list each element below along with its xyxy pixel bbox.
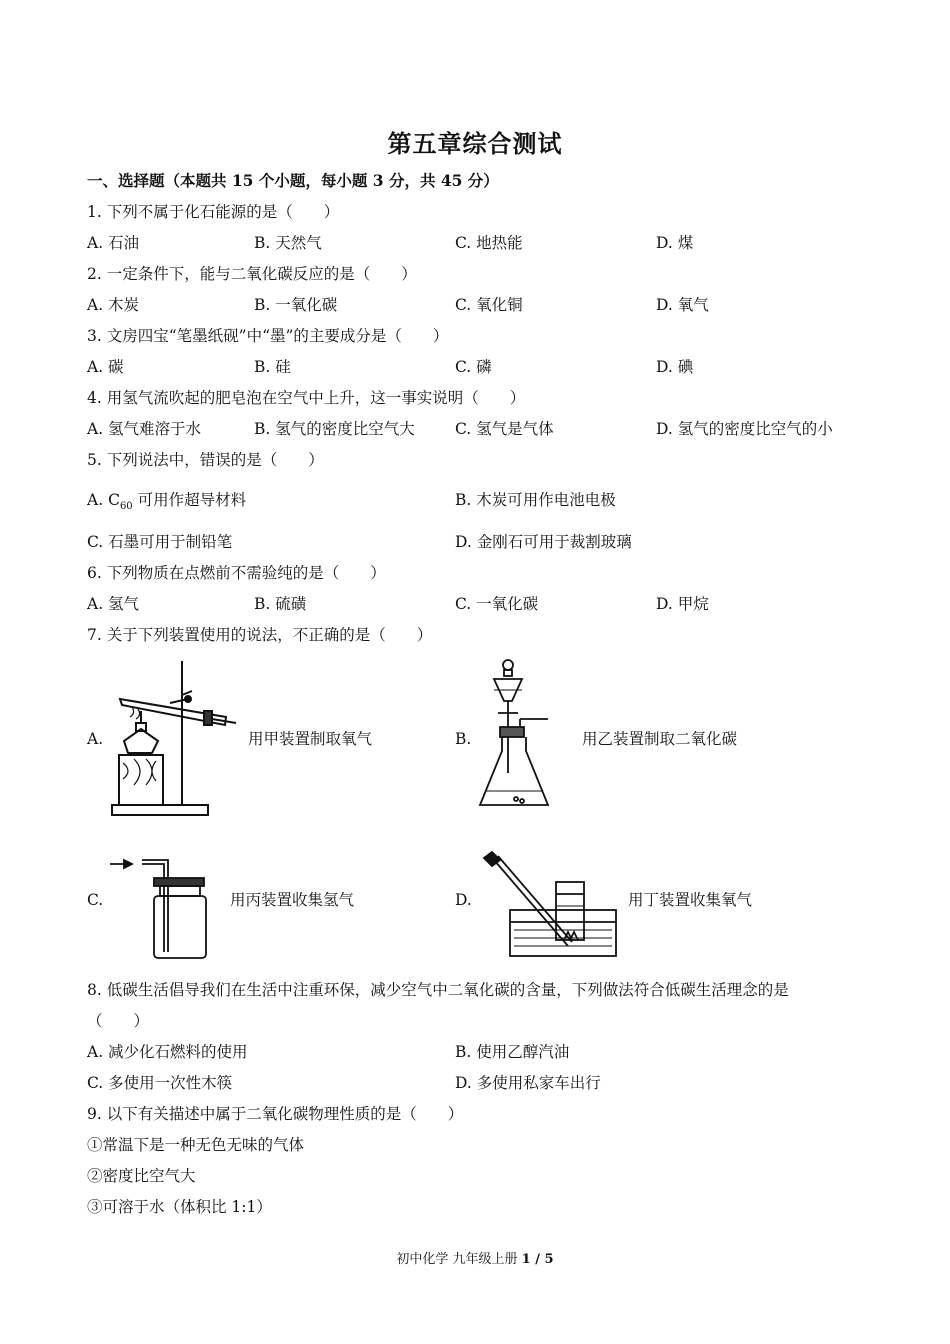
page-number: 1 <box>521 1252 531 1267</box>
q7-caption-c: 用丙装置收集氢气 <box>230 891 355 909</box>
q8-option-d: D. 多使用私家车出行 <box>455 1074 601 1092</box>
page-footer <box>0 1248 950 1267</box>
question-1-stem: 1. 下列不属于化石能源的是（ ） <box>87 203 340 221</box>
apparatus-a-heating-tube <box>108 655 240 819</box>
question-5-stem: 5. 下列说法中，错误的是（ ） <box>87 451 324 469</box>
q3-option-b: B. 硅 <box>254 358 291 376</box>
page-title: 第五章综合测试 <box>387 129 563 158</box>
q1-option-c: C. 地热能 <box>455 234 523 252</box>
q4-option-b: B. 氢气的密度比空气大 <box>254 420 415 438</box>
apparatus-d-water-trough <box>478 850 618 960</box>
q2-option-b: B. 一氧化碳 <box>254 296 338 314</box>
q3-option-c: C. 磷 <box>455 358 492 376</box>
q9-item-3: ③可溶于水（体积比 1:1） <box>87 1198 272 1216</box>
q6-option-b: B. 硫磺 <box>254 595 307 613</box>
q8-option-a: A. 减少化石燃料的使用 <box>87 1043 248 1061</box>
q7-caption-d: 用丁装置收集氧气 <box>628 891 753 909</box>
q1-option-d: D. 煤 <box>656 234 694 252</box>
q4-option-d: D. 氢气的密度比空气的小 <box>656 420 833 438</box>
question-9-stem: 9. 以下有关描述中属于二氧化碳物理性质的是（ ） <box>87 1105 464 1123</box>
apparatus-c-gas-bottle <box>108 852 218 962</box>
q7-option-c: C. <box>87 891 104 909</box>
q6-option-a: A. 氢气 <box>87 595 140 613</box>
q1-option-a: A. 石油 <box>87 234 140 252</box>
section-heading: 一、选择题（本题共 15 个小题，每小题 3 分，共 45 分） <box>87 171 499 190</box>
q5-option-d: D. 金刚石可用于裁割玻璃 <box>455 533 632 551</box>
q5-option-a-label: A. <box>87 491 104 509</box>
q4-option-a: A. 氢气难溶于水 <box>87 420 202 438</box>
q8-option-c: C. 多使用一次性木筷 <box>87 1074 233 1092</box>
q6-option-d: D. 甲烷 <box>656 595 709 613</box>
question-6-stem: 6. 下列物质在点燃前不需验纯的是（ ） <box>87 564 386 582</box>
q4-option-c: C. 氢气是气体 <box>455 420 554 438</box>
q5-option-b: B. 木炭可用作电池电极 <box>455 491 616 509</box>
q7-option-d: D. <box>455 891 472 909</box>
q3-option-a: A. 碳 <box>87 358 124 376</box>
footer-text: 初中化学 九年级上册 <box>396 1252 522 1267</box>
q7-option-a: A. <box>87 730 104 748</box>
q9-item-2: ②密度比空气大 <box>87 1167 196 1185</box>
page-separator: / <box>530 1252 545 1267</box>
q1-option-b: B. 天然气 <box>254 234 322 252</box>
question-3-stem: 3. 文房四宝“笔墨纸砚”中“墨”的主要成分是（ ） <box>87 327 449 345</box>
c60-formula: $C_{60}$ <box>108 491 133 513</box>
q5-option-c: C. 石墨可用于制铅笔 <box>87 533 233 551</box>
question-4-stem: 4. 用氢气流吹起的肥皂泡在空气中上升，这一事实说明（ ） <box>87 389 526 407</box>
q6-option-c: C. 一氧化碳 <box>455 595 539 613</box>
q9-item-1: ①常温下是一种无色无味的气体 <box>87 1136 305 1154</box>
q2-option-c: C. 氧化铜 <box>455 296 523 314</box>
q5-option-a-text: 可用作超导材料 <box>137 491 247 509</box>
q2-option-d: D. 氧气 <box>656 296 709 314</box>
apparatus-b-flask-funnel <box>476 655 556 815</box>
question-8-stem: 8. 低碳生活倡导我们在生活中注重环保，减少空气中二氧化碳的含量，下列做法符合低碳生活理念的是 <box>87 981 789 999</box>
page-total: 5 <box>544 1252 554 1267</box>
q2-option-a: A. 木炭 <box>87 296 140 314</box>
q7-caption-b: 用乙装置制取二氧化碳 <box>582 730 738 748</box>
question-2-stem: 2. 一定条件下，能与二氧化碳反应的是（ ） <box>87 265 417 283</box>
q5-option-a <box>87 490 246 517</box>
q7-caption-a: 用甲装置制取氧气 <box>248 730 373 748</box>
q7-option-b: B. <box>455 730 472 748</box>
q8-option-b: B. 使用乙醇汽油 <box>455 1043 570 1061</box>
q3-option-d: D. 碘 <box>656 358 694 376</box>
question-7-stem: 7. 关于下列装置使用的说法，不正确的是（ ） <box>87 626 433 644</box>
question-8-stem-cont: （ ） <box>87 1012 150 1030</box>
